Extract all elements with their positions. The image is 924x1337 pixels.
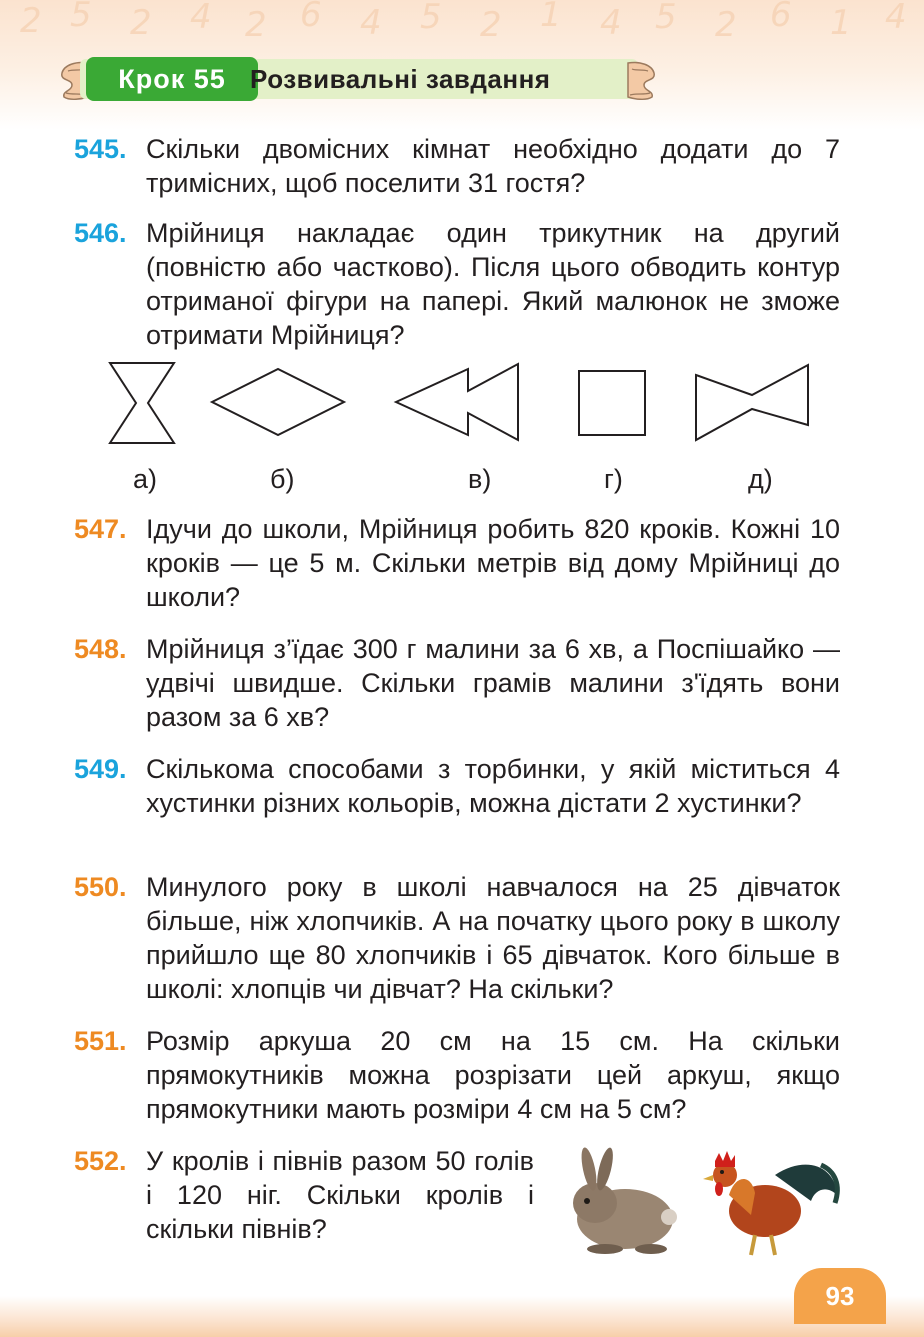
svg-text:6: 6: [300, 0, 322, 35]
svg-text:5: 5: [70, 0, 92, 35]
decorative-digits: [0, 0, 924, 60]
svg-text:2: 2: [20, 1, 42, 41]
svg-text:2: 2: [715, 5, 737, 45]
task-551: [74, 1024, 840, 1126]
shape-bowtie: [696, 365, 808, 440]
option-label: в): [468, 464, 492, 494]
svg-text:2: 2: [130, 3, 152, 43]
svg-text:4: 4: [885, 0, 907, 37]
task-number: 546.: [74, 218, 127, 248]
task-545: [74, 132, 840, 200]
task-text: Скільки двомісних кімнат необхідно додати до 7 тримісних, щоб поселити 31 гостя?: [146, 134, 840, 198]
task-number: 549.: [74, 754, 127, 784]
rooster-icon: [703, 1151, 837, 1255]
task-text: Скількома способами з торбинки, у якій міститься 4 хустинки різних кольорів, можна дістати 2 хустинки?: [146, 754, 840, 818]
task-number: 547.: [74, 514, 127, 544]
task-text: У кролів і півнів разом 50 голів і 120 ніг. Скільки кролів і скільки півнів?: [146, 1146, 534, 1244]
task-number: 551.: [74, 1026, 127, 1056]
svg-text:6: 6: [770, 0, 792, 35]
option-label: г): [604, 464, 623, 494]
svg-text:4: 4: [190, 0, 212, 37]
task-number: 545.: [74, 134, 127, 164]
task-548: [74, 632, 840, 734]
shape-hourglass: [110, 363, 174, 443]
section-title: Розвивальні завдання: [250, 64, 551, 94]
rabbit-icon: [573, 1146, 677, 1254]
svg-text:1: 1: [540, 0, 562, 35]
shape-double-arrow: [396, 364, 518, 440]
svg-text:5: 5: [655, 0, 677, 37]
task-550: [74, 870, 840, 1006]
figure-options: [100, 355, 820, 455]
task-number: 552.: [74, 1146, 127, 1176]
shape-rhombus: [212, 369, 344, 435]
svg-text:4: 4: [600, 3, 622, 43]
option-label: д): [748, 464, 773, 494]
task-text: Мрійниця з’їдає 300 г малини за 6 хв, а Поспішайко — удвічі швидше. Скільки грамів малини з'їдять вони разом за 6 хв?: [146, 634, 840, 732]
step-header: [58, 55, 648, 105]
task-552: [74, 1144, 534, 1246]
task-547: [74, 512, 840, 614]
task-number: 548.: [74, 634, 127, 664]
scroll-right-icon: [624, 57, 658, 103]
svg-text:5: 5: [420, 0, 442, 37]
task-text: Розмір аркуша 20 см на 15 см. На скільки прямокутників можна розрізати цей аркуш, якщо прямокутники мають розміри 4 см на 5 см?: [146, 1026, 840, 1124]
shape-square: [579, 371, 645, 435]
option-label: б): [270, 464, 295, 494]
task-text: Ідучи до школи, Мрійниця робить 820 кроків. Кожні 10 кроків — це 5 м. Скільки метрів від дому Мрійниці до школи?: [146, 514, 840, 612]
svg-text:2: 2: [480, 5, 502, 45]
svg-text:4: 4: [360, 3, 382, 43]
step-badge: Крок 55: [86, 57, 258, 101]
svg-text:2: 2: [245, 5, 267, 45]
task-text: Мрійниця накладає один трикутник на другий (повністю або частково). Після цього обводить контур отриманої фігури на папері. Який малюнок не зможе отримати Мрійниця?: [146, 218, 840, 350]
bottom-decorative-band: [0, 1296, 924, 1337]
option-label: а): [133, 464, 158, 494]
task-text: Минулого року в школі навчалося на 25 дівчаток більше, ніж хлопчиків. А на початку цього року в школу прийшло ще 80 хлопчиків і 65 дівчаток. Кого більше в школі: хлопців чи дівчат? На скільки?: [146, 872, 840, 1004]
task-546: [74, 216, 840, 352]
page-number: 93: [794, 1268, 886, 1324]
task-number: 550.: [74, 872, 127, 902]
svg-text:1: 1: [830, 3, 852, 43]
task-549: [74, 752, 840, 820]
animal-pictures: [565, 1145, 845, 1260]
